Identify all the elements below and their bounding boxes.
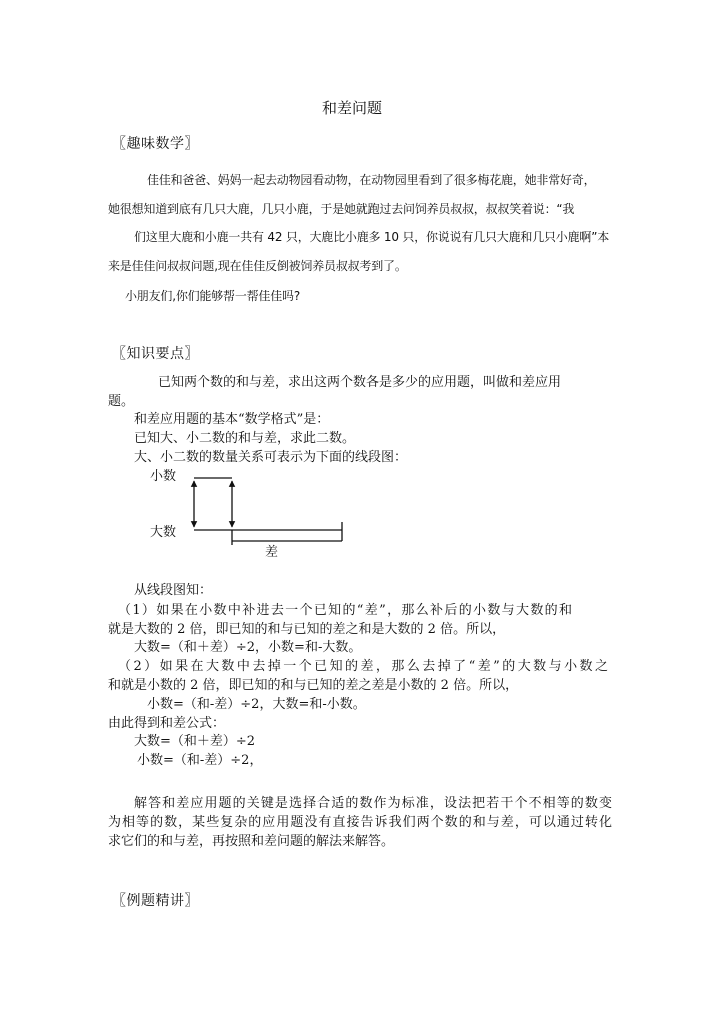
formula-line-1: 大数=（和＋差）÷2，小数=和-大数。: [134, 640, 362, 655]
story-line-2: 她很想知道到底有几只大鹿，几只小鹿，于是她就跑过去问饲养员叔叔，叔叔笑着说：“我: [108, 202, 575, 216]
body-line-1: 从线段图知：: [134, 583, 213, 598]
formula-big: 大数=（和＋差）÷2: [134, 734, 256, 749]
section-heading-examples: 〖例题精讲〗: [112, 893, 199, 909]
story-line-1: 佳佳和爸爸、妈妈一起去动物园看动物，在动物园里看到了很多梅花鹿，她非常好奇，: [147, 173, 596, 187]
formula-line-2: 小数=（和-差）÷2，大数=和-小数。: [147, 697, 366, 712]
body-line-8: 由此得到和差公式：: [108, 716, 226, 731]
section-heading-knowledge: 〖知识要点〗: [112, 346, 199, 362]
story-line-4: 来是佳佳问叔叔问题,现在佳佳反倒被饲养员叔叔考到了。: [108, 259, 407, 273]
closing-line-1: 解答和差应用题的关键是选择合适的数作为标准，设法把若干个不相等的数变: [134, 796, 612, 811]
closing-line-2: 为相等的数，某些复杂的应用题没有直接告诉我们两个数的和与差，可以通过转化: [108, 815, 612, 830]
body-line-5: （2）如果在大数中去掉一个已知的差，那么去掉了“差”的大数与小数之: [118, 659, 608, 674]
intro-line-4: 已知大、小二数的和与差，求此二数。: [134, 431, 356, 446]
diagram-label-small: 小数: [150, 469, 177, 484]
body-line-6: 和就是小数的 2 倍，即已知的和与已知的差之差是小数的 2 倍。所以，: [108, 678, 519, 693]
intro-line-3: 和差应用题的基本“数学格式”是：: [134, 412, 330, 427]
closing-line-3: 求它们的和与差，再按照和差问题的解法来解答。: [108, 834, 395, 849]
diagram-label-diff: 差: [265, 545, 279, 560]
body-line-3: 就是大数的 2 倍，即已知的和与已知的差之和是大数的 2 倍。所以，: [108, 622, 506, 637]
intro-line-5: 大、小二数的数量关系可表示为下面的线段图：: [134, 450, 408, 465]
story-line-3: 们这里大鹿和小鹿一共有 42 只，大鹿比小鹿多 10 只，你说说有几只大鹿和几只小鹿啊”本: [134, 230, 610, 244]
intro-line-2: 题。: [108, 394, 135, 409]
body-line-2: （1）如果在小数中补进去一个已知的“差”，那么补后的小数与大数的和: [118, 603, 572, 618]
intro-line-1: 已知两个数的和与差，求出这两个数各是多少的应用题，叫做和差应用: [158, 375, 562, 390]
page-title: 和差问题: [322, 99, 383, 117]
formula-small: 小数=（和-差）÷2，: [137, 753, 263, 768]
diagram-label-big: 大数: [150, 525, 177, 540]
story-question: 小朋友们,你们能够帮一帮佳佳吗?: [125, 289, 300, 303]
section-heading-fun-math: 〖趣味数学〗: [112, 136, 199, 152]
